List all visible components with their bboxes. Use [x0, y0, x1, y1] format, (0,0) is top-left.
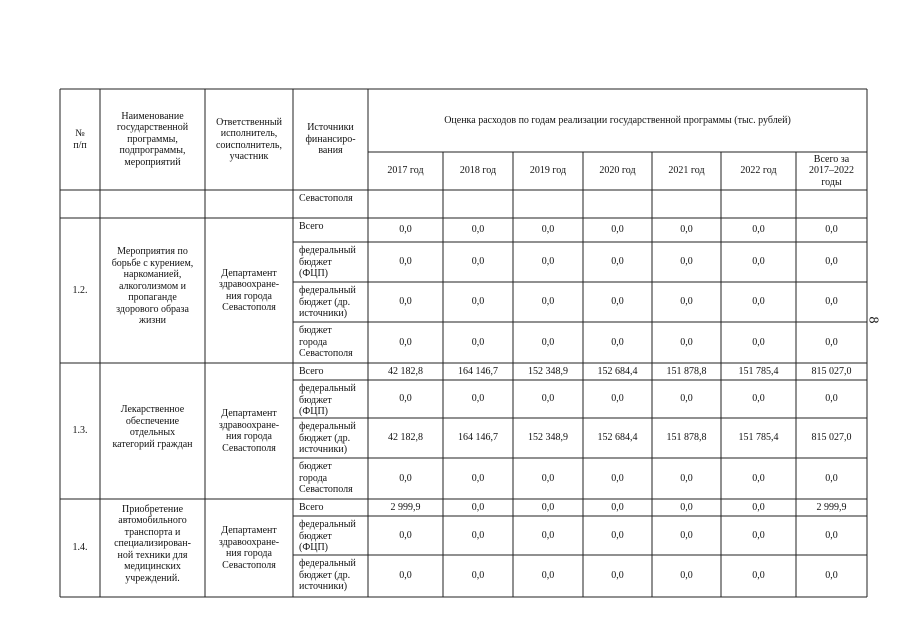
- value-cell: 0,0: [541, 224, 555, 236]
- value-cell: 151 785,4: [738, 432, 779, 444]
- value-cell: 151 878,8: [666, 432, 707, 444]
- value-cell: 0,0: [541, 393, 555, 405]
- value-cell: 0,0: [399, 472, 412, 484]
- section-number: 1.2.: [72, 284, 88, 296]
- header-responsible: Ответственный исполнитель, соисполнитель, участник: [215, 116, 282, 162]
- header-year: 2020 год: [599, 165, 636, 177]
- source-label: Севастополя: [299, 193, 353, 204]
- value-cell: 0,0: [471, 529, 485, 541]
- value-cell: 2 999,9: [390, 501, 421, 513]
- value-cell: 2 999,9: [816, 501, 847, 513]
- value-cell: 0,0: [541, 529, 555, 541]
- value-cell: 0,0: [680, 256, 693, 268]
- value-cell: 0,0: [471, 501, 485, 513]
- value-cell: 0,0: [471, 570, 485, 582]
- value-cell: 0,0: [752, 570, 765, 582]
- value-cell: 0,0: [752, 472, 765, 484]
- value-cell: 152 684,4: [597, 432, 638, 444]
- value-cell: 0,0: [611, 256, 624, 268]
- value-cell: 152 348,9: [528, 432, 568, 444]
- value-cell: 0,0: [825, 296, 838, 308]
- value-cell: 0,0: [825, 529, 838, 541]
- value-cell: 0,0: [611, 472, 624, 484]
- value-cell: 151 785,4: [738, 365, 779, 377]
- value-cell: 0,0: [399, 224, 412, 236]
- value-cell: 0,0: [825, 336, 838, 348]
- header-num: № п/п: [73, 128, 87, 151]
- section-name: Приобретение автомобильного транспорта и специализирован- ной техники для медицинских учреждений.: [114, 503, 191, 584]
- value-cell: 0,0: [825, 393, 838, 405]
- value-cell: 0,0: [752, 224, 765, 236]
- header-year: Всего за 2017–2022 годы: [809, 153, 854, 188]
- value-cell: 0,0: [680, 336, 693, 348]
- value-cell: 0,0: [399, 529, 412, 541]
- value-cell: 0,0: [611, 393, 624, 405]
- value-cell: 0,0: [541, 501, 555, 513]
- value-cell: 0,0: [611, 501, 624, 513]
- source-label: федеральный бюджет (ФЦП): [299, 519, 356, 553]
- value-cell: 0,0: [680, 224, 693, 236]
- value-cell: 0,0: [752, 529, 765, 541]
- value-cell: 815 027,0: [811, 432, 852, 444]
- value-cell: 0,0: [399, 296, 412, 308]
- value-cell: 0,0: [471, 393, 485, 405]
- value-cell: 164 146,7: [458, 365, 498, 377]
- value-cell: 0,0: [471, 336, 485, 348]
- header-name: Наименование государственной программы, подпрограммы, мероприятий: [116, 110, 189, 168]
- header-year: 2019 год: [529, 165, 567, 177]
- value-cell: 0,0: [399, 256, 412, 268]
- value-cell: 151 878,8: [666, 365, 707, 377]
- source-label: Всего: [299, 366, 324, 377]
- source-label: бюджет города Севастополя: [299, 461, 353, 495]
- value-cell: 0,0: [611, 296, 624, 308]
- source-label: федеральный бюджет (ФЦП): [299, 383, 356, 417]
- source-label: федеральный бюджет (др. источники): [299, 285, 356, 319]
- value-cell: 0,0: [825, 224, 838, 236]
- value-cell: 0,0: [541, 570, 555, 582]
- header-year: 2017 год: [387, 165, 424, 177]
- responsible-executor: Департамент здравоохране- ния города Севастополя: [218, 525, 280, 571]
- source-label: Всего: [299, 502, 324, 513]
- value-cell: 0,0: [752, 336, 765, 348]
- source-label: бюджет города Севастополя: [299, 325, 353, 359]
- value-cell: 0,0: [611, 336, 624, 348]
- value-cell: 42 182,8: [388, 365, 423, 377]
- header-source: Источники финансиро- вания: [305, 122, 356, 157]
- source-label: федеральный бюджет (ФЦП): [299, 245, 356, 279]
- header-year: 2018 год: [459, 165, 497, 177]
- value-cell: 0,0: [825, 472, 838, 484]
- source-label: Всего: [299, 221, 324, 232]
- section-number: 1.3.: [72, 425, 88, 437]
- source-label: федеральный бюджет (др. источники): [299, 558, 356, 592]
- value-cell: 0,0: [680, 501, 693, 513]
- responsible-executor: Департамент здравоохране- ния города Севастополя: [218, 267, 280, 313]
- value-cell: 0,0: [399, 570, 412, 582]
- value-cell: 0,0: [611, 224, 624, 236]
- section-name: Мероприятия по борьбе с курением, наркоманией, алкоголизмом и пропаганде здорового образа жизни: [111, 246, 194, 327]
- value-cell: 0,0: [825, 256, 838, 268]
- value-cell: 0,0: [611, 570, 624, 582]
- value-cell: 0,0: [541, 256, 555, 268]
- value-cell: 0,0: [611, 529, 624, 541]
- value-cell: 0,0: [471, 256, 485, 268]
- header-year: 2022 год: [740, 165, 777, 177]
- value-cell: 0,0: [680, 393, 693, 405]
- value-cell: 0,0: [399, 336, 412, 348]
- value-cell: 0,0: [471, 472, 485, 484]
- value-cell: 152 348,9: [528, 365, 568, 377]
- responsible-executor: Департамент здравоохране- ния города Севастополя: [218, 408, 280, 454]
- value-cell: 0,0: [752, 393, 765, 405]
- value-cell: 0,0: [680, 529, 693, 541]
- value-cell: 0,0: [471, 296, 485, 308]
- header-estimate: Оценка расходов по годам реализации государственной программы (тыс. рублей): [444, 114, 791, 126]
- value-cell: 164 146,7: [458, 432, 498, 444]
- value-cell: 815 027,0: [811, 365, 852, 377]
- value-cell: 0,0: [471, 224, 485, 236]
- value-cell: 0,0: [752, 256, 765, 268]
- value-cell: 0,0: [680, 296, 693, 308]
- value-cell: 0,0: [399, 393, 412, 405]
- value-cell: 0,0: [752, 296, 765, 308]
- value-cell: 152 684,4: [597, 365, 638, 377]
- value-cell: 0,0: [752, 501, 765, 513]
- value-cell: 0,0: [825, 570, 838, 582]
- page-number: 8: [865, 316, 881, 324]
- section-name: Лекарственное обеспечение отдельных категорий граждан: [112, 404, 193, 450]
- value-cell: 0,0: [680, 570, 693, 582]
- header-year: 2021 год: [668, 165, 705, 177]
- value-cell: 0,0: [541, 336, 555, 348]
- source-label: федеральный бюджет (др. источники): [299, 421, 356, 455]
- value-cell: 0,0: [680, 472, 693, 484]
- value-cell: 0,0: [541, 472, 555, 484]
- section-number: 1.4.: [72, 542, 88, 554]
- value-cell: 0,0: [541, 296, 555, 308]
- value-cell: 42 182,8: [388, 432, 423, 444]
